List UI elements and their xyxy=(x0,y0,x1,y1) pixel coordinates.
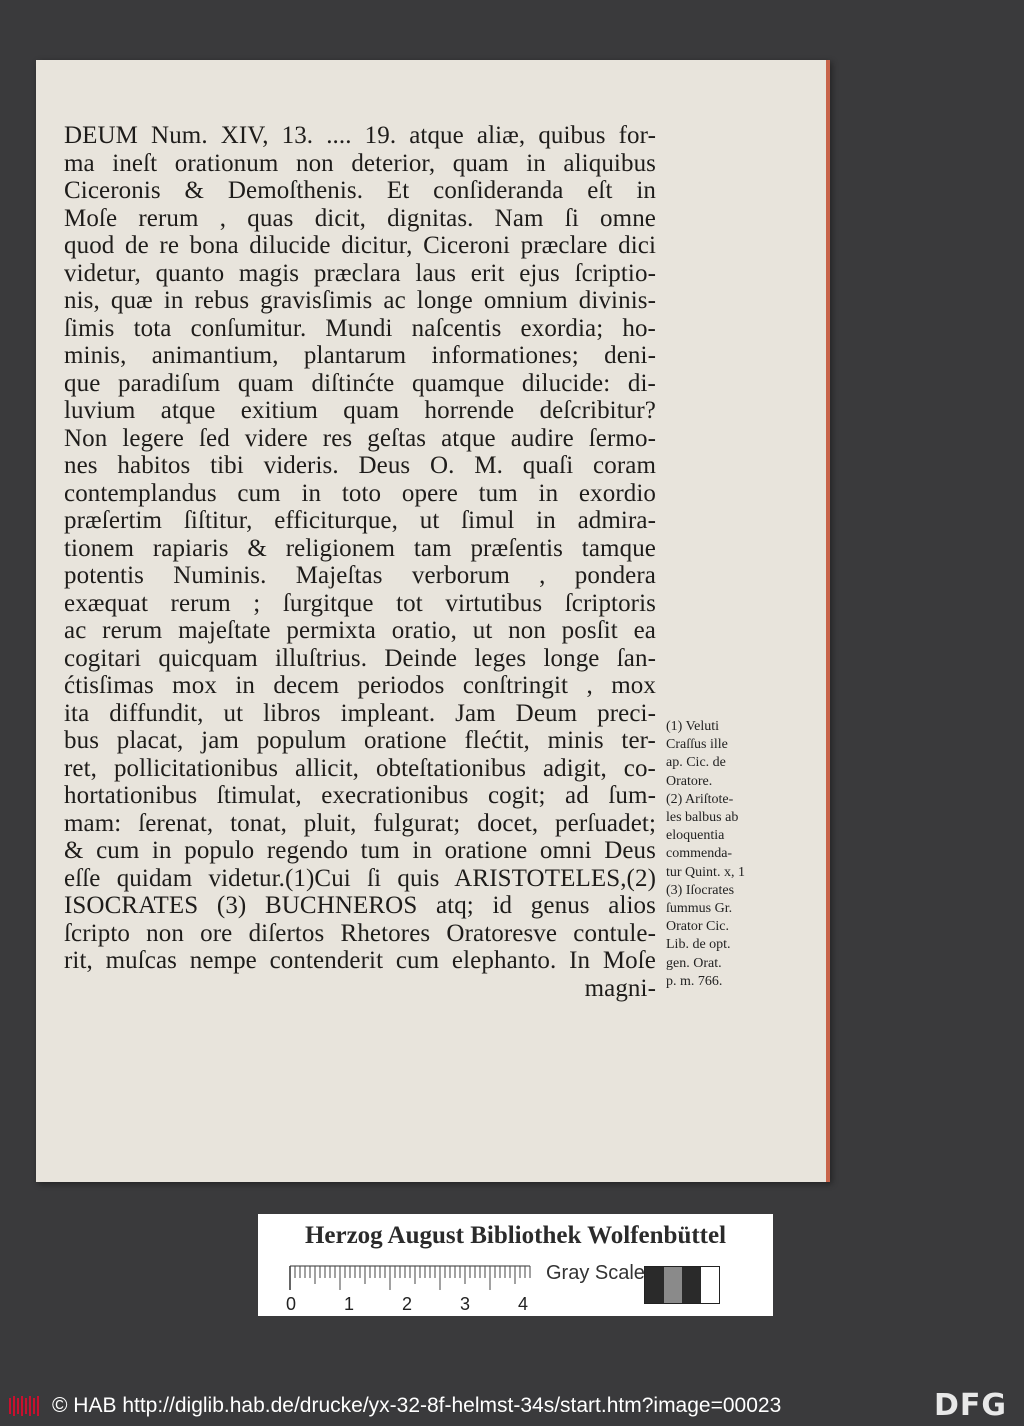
margin-note-line: Craſſus ille xyxy=(666,737,728,753)
text-line: ſcripto non ore diſertos Rhetores Oratoresve contule- xyxy=(64,919,656,947)
margin-note-line: les balbus ab xyxy=(666,810,739,826)
text-line: DEUM Num. XIV, 13. .... 19. atque aliæ, quibus for- xyxy=(64,122,656,149)
text-line: luvium atque exitium quam horrende deſcribitur? xyxy=(64,397,656,424)
gray-scale-swatch xyxy=(644,1266,720,1304)
text-line: ret, pollicitationibus allicit, obteſtationibus adigit, co- xyxy=(64,754,656,782)
text-line: minis, animantium, plantarum informationes; deni- xyxy=(64,342,656,369)
text-line: Ciceronis & Demoſthenis. Et conſideranda eſt in xyxy=(64,177,656,204)
text-line: Moſe rerum , quas dicit, dignitas. Nam ſi omne xyxy=(64,204,656,232)
centimeter-ruler xyxy=(286,1264,530,1314)
bottom-bar xyxy=(0,1386,1024,1426)
text-line: contemplandus cum in toto opere tum in exordio xyxy=(64,479,656,507)
ruler-number: 2 xyxy=(402,1294,413,1314)
margin-note-line: (2) Ariſtote- xyxy=(666,791,734,807)
source-url[interactable]: © HAB http://diglib.hab.de/drucke/yx-32-8f-helmst-34s/start.htm?image=00023 xyxy=(52,1394,782,1417)
text-line: potentis Numinis. Majeſtas verborum , pondera xyxy=(64,562,656,589)
margin-note-line: commenda- xyxy=(666,846,733,862)
text-line: ćtisſimas mox in decem periodos conſtringit , mox xyxy=(64,672,656,699)
margin-note-line: tur Quint. x, 1 xyxy=(666,864,745,880)
text-line: ita diffundit, ut libros impleant. Jam Deum preci- xyxy=(64,699,656,727)
text-line: nes habitos tibi videris. Deus O. M. quaſi coram xyxy=(64,452,656,479)
margin-note-line: gen. Orat. xyxy=(666,955,722,971)
text-line: rit, muſcas nempe contenderit cum elephanto. In Moſe xyxy=(64,947,656,974)
text-line: tionem rapiaris & religionem tam præſentis tamque xyxy=(64,534,656,562)
margin-note-line: p. m. 766. xyxy=(666,973,723,989)
text-line: eſſe quidam videtur.(1)Cui ſi quis ARISTOTELES,(2) xyxy=(64,864,656,892)
gray-scale-patch xyxy=(682,1267,701,1303)
ruler-number: 4 xyxy=(518,1294,529,1314)
gray-scale-patch xyxy=(701,1267,720,1303)
text-line: videtur, quanto magis præclara laus erit ejus ſcriptio- xyxy=(64,259,656,287)
text-line: & cum in populo regendo tum in oratione omni Deus xyxy=(64,837,656,864)
text-line: ac rerum majeſtate permixta oratio, ut non posſit ea xyxy=(64,617,656,644)
margin-note-line: Orator Cic. xyxy=(666,919,729,935)
margin-note-line: ſummus Gr. xyxy=(666,901,733,917)
margin-note-line: (3) Iſocrates xyxy=(666,882,735,898)
text-line: ISOCRATES (3) BUCHNEROS atq; id genus alios xyxy=(64,892,656,919)
margin-note-line: (1) Veluti xyxy=(666,719,720,734)
library-name: Herzog August Bibliothek Wolfenbüttel xyxy=(304,1222,727,1249)
text-line: nis, quæ in rebus gravisſimis ac longe omnium divinis- xyxy=(64,287,656,314)
text-line: præſertim ſiſtitur, efficiturque, ut ſimul in admira- xyxy=(64,507,656,534)
library-color-card xyxy=(258,1214,773,1316)
text-line: Non legere ſed videre res geſtas atque audire ſermo- xyxy=(64,424,656,452)
margin-note-line: Oratore. xyxy=(666,773,713,789)
text-line: ſimis tota conſumitur. Mundi naſcentis exordia; ho- xyxy=(64,314,656,342)
gray-scale-patch xyxy=(664,1267,683,1303)
text-line: ma ineſt orationum non deterior, quam in aliquibus xyxy=(64,149,656,177)
text-line: que paradiſum quam diſtinćte quamque dilucide: di- xyxy=(64,369,656,397)
text-line: mam: ſerenat, tonat, pluit, fulgurat; docet, perſuadet; xyxy=(64,809,656,837)
text-line: cogitari quicquam illuſtrius. Deinde leges longe ſan- xyxy=(64,644,656,672)
margin-note-line: Lib. de opt. xyxy=(666,937,731,953)
margin-notes xyxy=(666,718,766,991)
gray-scale-patch xyxy=(645,1267,664,1303)
text-line: exæquat rerum ; ſurgitque tot virtutibus ſcriptoris xyxy=(64,589,656,617)
ruler-number: 3 xyxy=(460,1294,471,1314)
text-line: quod de re bona dilucide dicitur, Ciceroni præclare dici xyxy=(64,232,656,259)
main-text-block xyxy=(64,122,656,1002)
gray-scale-label: Gray Scale xyxy=(546,1262,645,1284)
text-line: magni- xyxy=(584,974,656,1002)
margin-note-line: ap. Cic. de xyxy=(666,755,726,771)
ruler-number: 1 xyxy=(344,1294,355,1314)
dfg-logo: DFG xyxy=(934,1388,1008,1423)
text-line: hortationibus ſtimulat, execrationibus cogit; ad ſum- xyxy=(64,782,656,809)
margin-note-line: eloquentia xyxy=(666,828,725,844)
ruler-number: 0 xyxy=(286,1294,297,1314)
hab-logo-icon xyxy=(8,1394,40,1418)
text-line: bus placat, jam populum oratione flećtit, minis ter- xyxy=(64,727,656,754)
